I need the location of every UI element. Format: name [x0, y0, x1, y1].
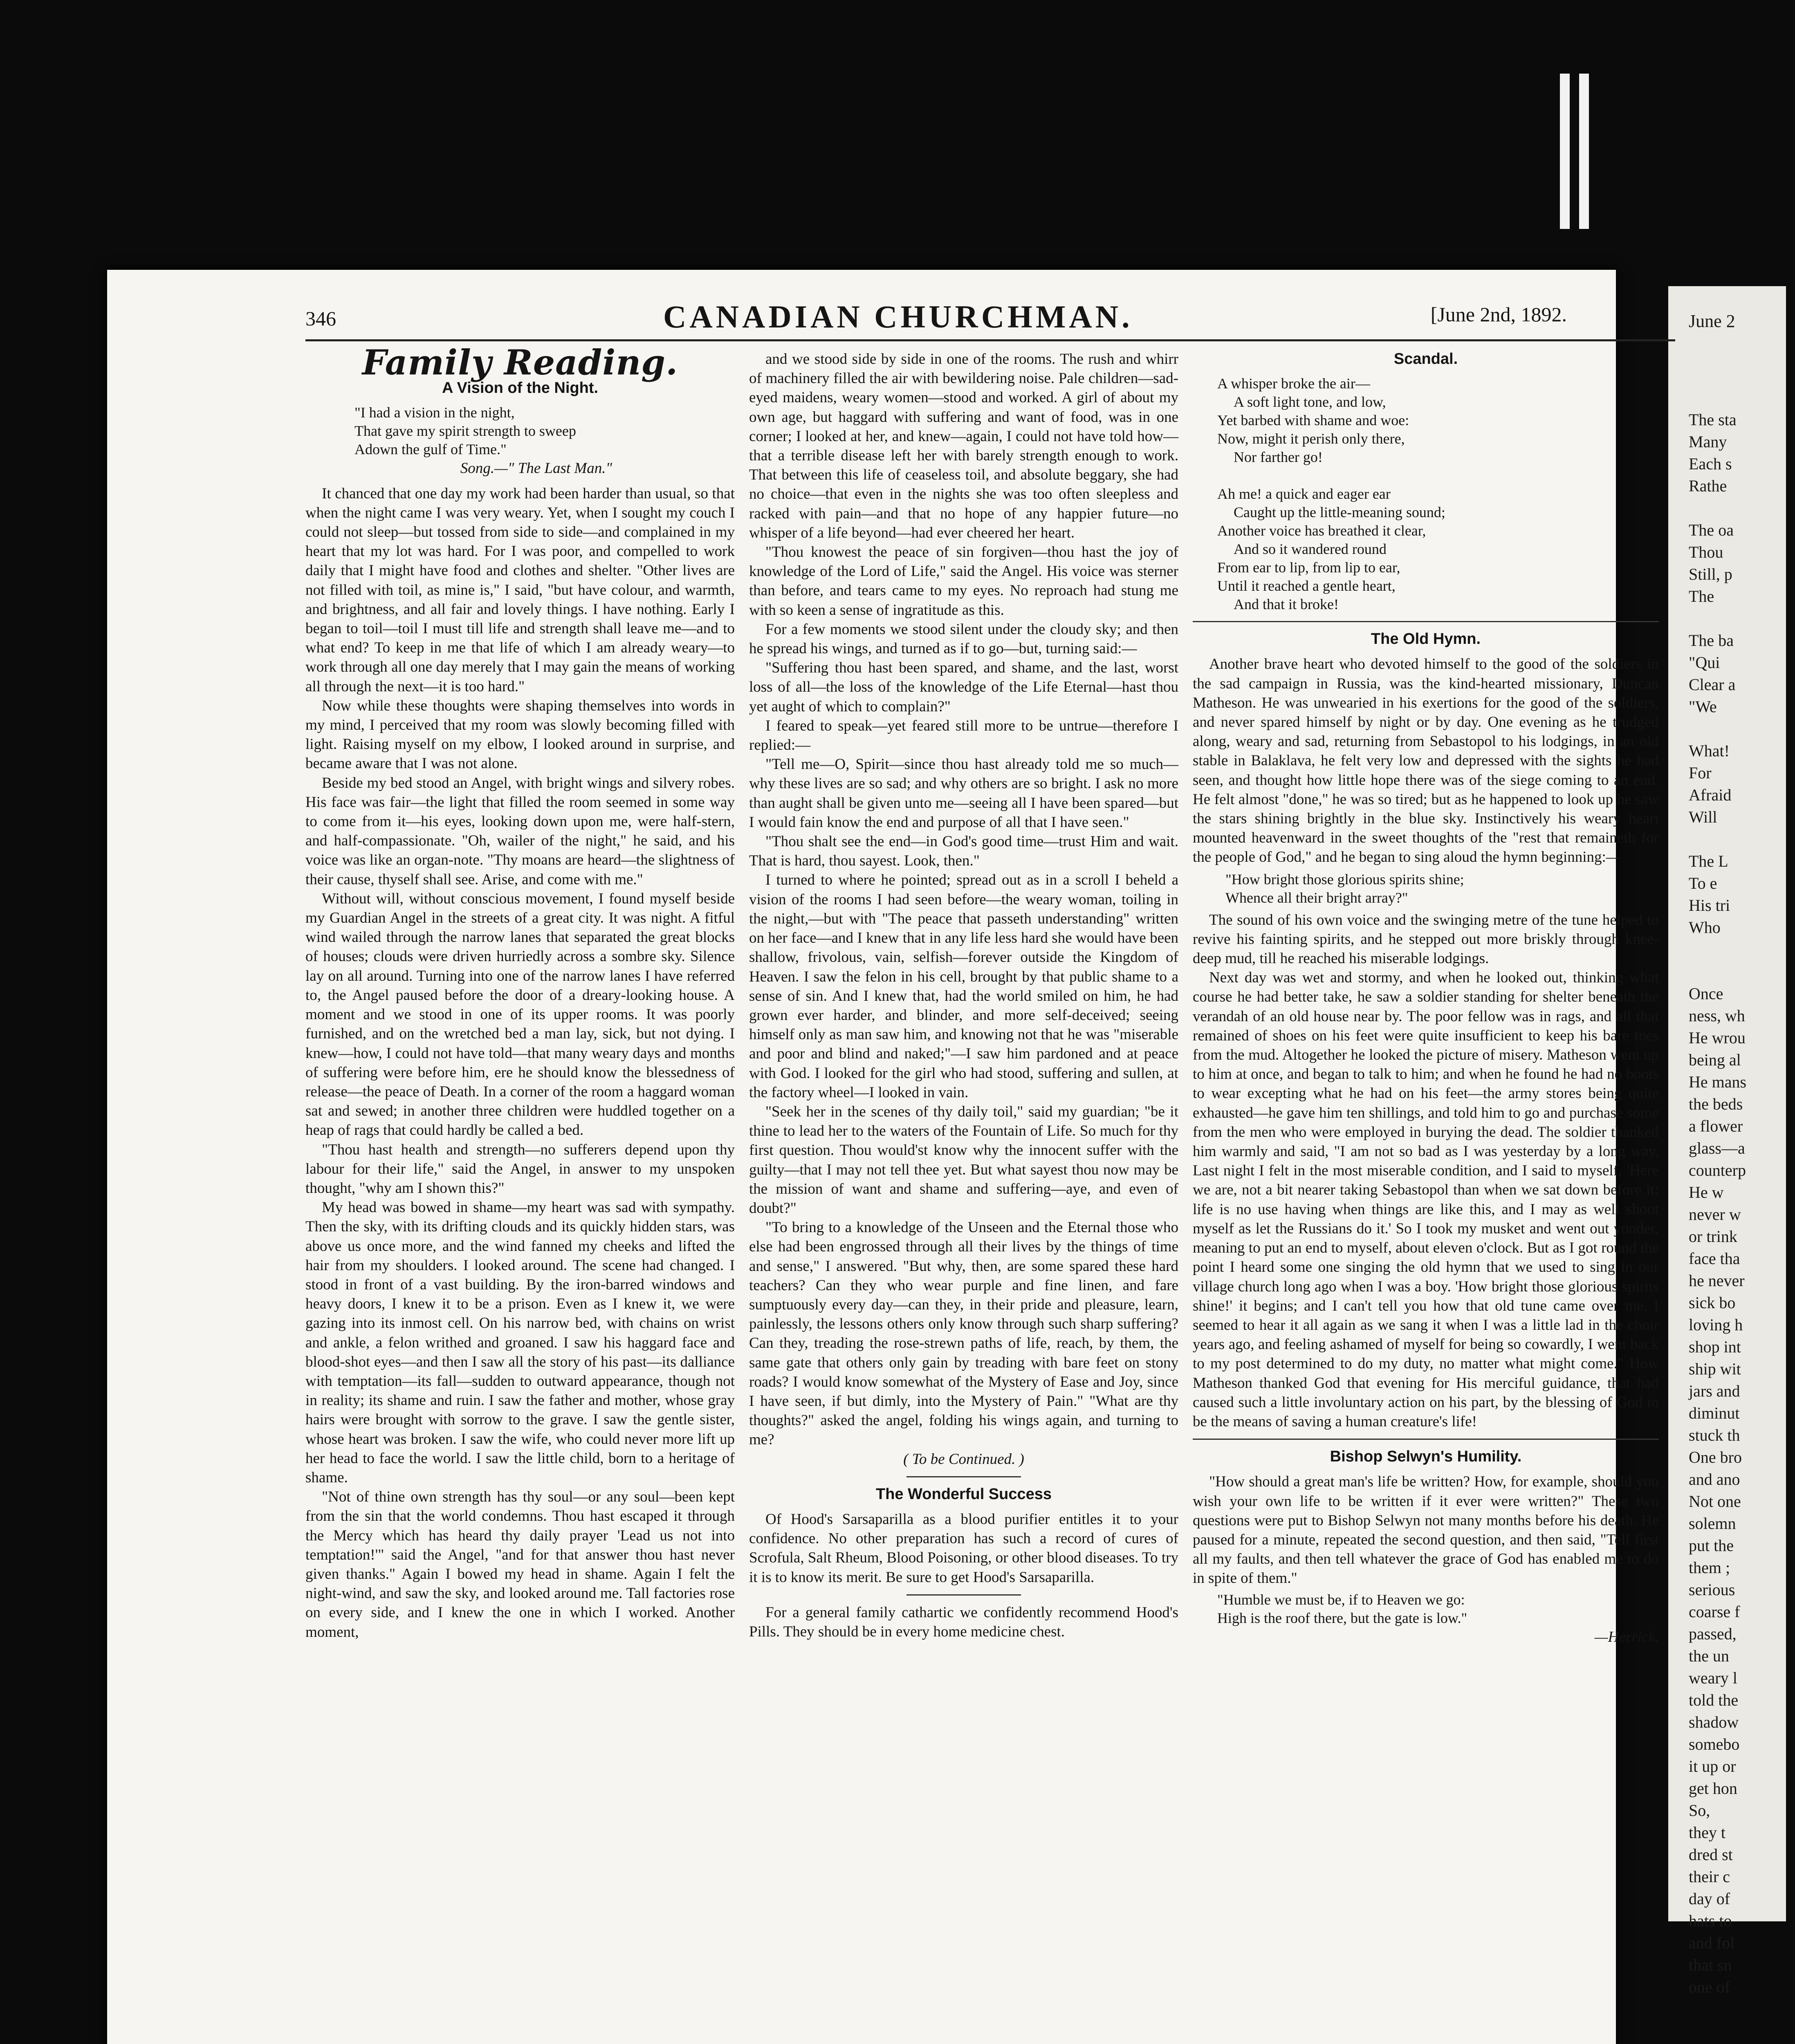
poem	[1193, 374, 1659, 614]
facing-page-lines	[1689, 409, 1795, 1998]
facing-page-line	[1689, 718, 1795, 740]
facing-page-line: told the	[1689, 1691, 1739, 1709]
facing-page-line: somebo	[1689, 1735, 1740, 1753]
advert-body: Of Hood's Sarsaparilla as a blood purifier entitles it to your confidence. No other preparation has such a record of cures of Scrofula, Salt Rheum, Blood Poisoning, or other blood diseases. To try it is to know its merit. Be sure to get Hood's Sarsaparilla.	[749, 1511, 1178, 1586]
facing-page-fragment	[1668, 286, 1786, 1996]
facing-page-line: and ano	[1689, 1470, 1740, 1488]
facing-page-line: Rathe	[1689, 477, 1727, 495]
facing-page-line	[1689, 828, 1795, 850]
facing-page-line: he never	[1689, 1271, 1745, 1290]
paragraph: Beside my bed stood an Angel, with bright wings and silvery robes. His face was fair—the light that filled the room seemed in some way to come from it—his eyes, looking down upon me, were half-stern, and half-compassionate. "Oh, wailer of the night," he said, and his voice was like an organ-note. "Thy moans are heard—the slightness of their cause, thyself shall see. Arise, and come with me."	[305, 774, 735, 888]
facing-page-line: The sta	[1689, 410, 1737, 429]
facing-page-line	[1689, 497, 1795, 519]
facing-page-line: The ba	[1689, 631, 1734, 650]
facing-page-line: passed,	[1689, 1625, 1737, 1643]
poem-line: From ear to lip, from lip to ear,	[1217, 559, 1400, 576]
poem-line	[1217, 466, 1659, 485]
facing-page-line: diminut	[1689, 1404, 1740, 1422]
poem-line: A soft light tone, and low,	[1234, 394, 1386, 410]
facing-page-line: He wrou	[1689, 1029, 1746, 1047]
facing-page-line: He w	[1689, 1183, 1724, 1201]
column-2	[749, 350, 1178, 1641]
header-rule	[305, 339, 1675, 341]
facing-page-line: So,	[1689, 1801, 1710, 1820]
divider	[1193, 1439, 1659, 1440]
paragraph: "Tell me—O, Spirit—since thou hast already told me so much—why these lives are so sad; and why others are so bright. I ask no more than aught shall be given unto me—seeing all I have been spared—but I would fain know the end and purpose of all that I have seen."	[749, 756, 1178, 831]
facing-page-line: hats to	[1689, 1912, 1732, 1930]
page-number: 346	[305, 307, 336, 330]
facing-page-line: face tha	[1689, 1249, 1740, 1268]
divider	[906, 1594, 1021, 1596]
facing-page-line: shadow	[1689, 1713, 1739, 1731]
facing-page-line: counterp	[1689, 1161, 1746, 1179]
facing-page-line: and fol	[1689, 1934, 1735, 1952]
facing-page-line: The oa	[1689, 521, 1734, 539]
facing-page-line: What!	[1689, 742, 1730, 760]
epigraph-source: Song.—" The Last Man."	[460, 460, 612, 477]
closing-quote	[1193, 1591, 1659, 1627]
poem-title: Scandal.	[1393, 350, 1458, 368]
article-body-continued	[749, 350, 1178, 1450]
facing-page-line: never w	[1689, 1205, 1741, 1224]
facing-page-line: The	[1689, 587, 1714, 605]
advert-title: The Wonderful Success	[875, 1485, 1052, 1503]
facing-page-line: serious	[1689, 1580, 1735, 1599]
paragraph: Now while these thoughts were shaping themselves into words in my mind, I perceived that my room was slowly becoming filled with light. Raising myself on my elbow, I looked around in surprise, and became aware that I was not alone.	[305, 697, 735, 772]
epigraph-line: Adown the gulf of Time."	[355, 441, 507, 458]
facing-page-line: solemn	[1689, 1514, 1736, 1533]
facing-page-line: ness, wh	[1689, 1006, 1745, 1025]
epigraph-line: "I had a vision in the night,	[355, 404, 515, 421]
facing-page-line: Not one	[1689, 1492, 1741, 1511]
facing-page-line: He mans	[1689, 1073, 1747, 1091]
facing-page-line: "We	[1689, 697, 1717, 716]
closing-attribution: —Herrick.	[1594, 1628, 1659, 1645]
epigraph	[305, 403, 735, 459]
newspaper-page	[107, 270, 1659, 2044]
paragraph: "Thou hast health and strength—no sufferers depend upon thy labour for their life," said the Angel, in answer to my unspoken thought, "why am I shown this?"	[305, 1141, 735, 1197]
masthead: CANADIAN CHURCHMAN.	[663, 299, 1133, 334]
facing-page-line	[1689, 939, 1795, 961]
poem-line: Another voice has breathed it clear,	[1217, 522, 1426, 539]
facing-page-line: loving h	[1689, 1316, 1743, 1334]
facing-page-line: Once	[1689, 984, 1723, 1003]
paragraph: It chanced that one day my work had been harder than usual, so that when the night came I was very weary. Yet, when I sought my couch I could not sleep—but tossed from side to side—and complained in my heart that my lot was hard. For I was poor, and compelled to work daily that I might have food and clothes and shelter. "Other lives are not filled with toil, as mine is," I said, "but have colour, and warmth, and brightness, and all fair and lovely things. I have nothing. Early I began to toil—toil I must till life and strength shall leave me—and to what end? To keep in me that life of which I am already weary—to work through all one day merely that I may gain the means of working all through the next—it is too hard."	[305, 485, 735, 695]
facing-page-line: they t	[1689, 1823, 1725, 1842]
paragraph: "To bring to a knowledge of the Unseen and the Eternal those who else had been engrossed through all their lives by the things of time and sense," I answered. "But why, then, are some spared these hard teachers? Can they who wear purple and fine linen, and fare sumptuously every day—can they, in their pride and pleasure, learn, painlessly, the lessons others only know through such sharp suffering? Can they, treading the rose-strewn paths of life, reach, by them, the same gate that others only gain by treading with bare feet on stony roads? I would know somewhat of the Mystery of Ease and Joy, since I have seen, if but dimly, into the Mystery of Pain." "What are thy thoughts?" asked the angel, folding his wings again, and turning to me?	[749, 1219, 1178, 1448]
facing-page-line: their c	[1689, 1867, 1730, 1886]
facing-page-line: shop int	[1689, 1338, 1741, 1356]
facing-page-line: Who	[1689, 918, 1721, 937]
hymn-title: The Old Hymn.	[1371, 630, 1481, 648]
paragraph: Next day was wet and stormy, and when he looked out, thinking what course he had better take, he saw a soldier standing for shelter beneath the verandah of an old house near by. The poor fellow was in rags, and all that remained of shoes on his feet were quite insufficient to keep his bare toes from the mud. Altogether he looked the picture of misery. Matheson went up to him at once, and began to talk to him; and when he found he had no boots to wear excepting what he had on his feet—the army stores being quite exhausted—he gave him ten shillings, and told him to go and purchase some from the men who were employed in burying the dead. The soldier thanked him warmly and said, "I am not so bad as I was yesterday by a long way. Last night I felt in the most miserable condition, and I said to myself, 'Here we are, not a bit nearer taking Sebastopol than when we sat down before it; life is no use having when things are like this, and I may as well shoot myself as let the Russians do it.' So I took my musket and went out yonder, meaning to put an end to myself, about eleven o'clock. But as I got round the point I heard some one singing the old hymn that we used to sing in our village church long ago when I was a boy. 'How bright those glorious spirits shine!' it begins; and I can't tell you how that old tune came over me. I seemed to hear it all again as we sang it when I was a little lad in the choir years ago, and feeling ashamed of myself for being so cowardly, I went back to my post determined to do my duty, no matter what might come." How Matheson thanked God that evening for His merciful guidance, that had caused such a little involuntary action on his part, by the blessing of God to be the means of saving a human creature's life!	[1193, 969, 1659, 1430]
paragraph: "Suffering thou hast been spared, and shame, and the last, worst loss of all—the loss of the knowledge of the Life Eternal—hast thou yet aught of which to complain?"	[749, 659, 1178, 715]
facing-page-line: a flower	[1689, 1117, 1743, 1135]
quote-line: "Humble we must be, if to Heaven we go:	[1217, 1591, 1465, 1608]
facing-page-line: Clear a	[1689, 675, 1736, 694]
facing-page-line: being al	[1689, 1051, 1741, 1069]
facing-page-line: For	[1689, 764, 1712, 782]
paragraph: I turned to where he pointed; spread out as in a scroll I beheld a vision of the rooms I had seen before—the weary woman, toiling in the night,—but with "The peace that passeth understanding" written on her face—and I knew that in any life less hard she would have been shallow, frivolous, vain, selfish—forever outside the Kingdom of Heaven. I saw the felon in his cell, brought by that public shame to a sense of sin. And I knew that, had the world smiled on him, he had grown ever harder, and blinder, and more self-deceived; seeing himself only as man saw him, and knowing not that he was "miserable and poor and blind and naked;"—I saw him pardoned and at peace with God. I looked for the girl who had stood, suffering and sullen, at the factory wheel—I looked in vain.	[749, 872, 1178, 1101]
facing-page-line: Afraid	[1689, 786, 1732, 804]
binding-mark	[1579, 74, 1589, 229]
paragraph: The sound of his own voice and the swinging metre of the tune helped to revive his fainting spirits, and he stepped out more briskly through knee-deep mud, till he reached his miserable lodgings.	[1193, 911, 1659, 967]
quote-line: High is the roof there, but the gate is low."	[1217, 1609, 1467, 1626]
column-3	[1193, 350, 1659, 1647]
paragraph: I feared to speak—yet feared still more to be untrue—therefore I replied:—	[749, 717, 1178, 754]
facing-page-line: jars and	[1689, 1382, 1740, 1400]
paragraph: and we stood side by side in one of the rooms. The rush and whirr of machinery filled the air with bewildering noise. Pale children—sad-eyed maidens, weary women—stood and worked. A girl of about my own age, but haggard with suffering and want of food, was in one corner; I looked at her, and knew—again, I could not have told how—that a terrible disease left her with barely strength enough to work. That between this life of ceaseless toil, and absolute beggary, she had no choice—that even in the nights she was too often sleepless and racked with pain—and that no hope of any happier future—no whisper of a life beyond—had ever cheered her heart.	[749, 351, 1178, 541]
poem-line: Until it reached a gentle heart,	[1217, 578, 1396, 594]
hymn-quote	[1193, 870, 1659, 907]
poem-line: Nor farther go!	[1234, 449, 1323, 466]
column-1	[305, 342, 735, 1642]
hymn-body	[1193, 910, 1659, 1431]
facing-page-line: or trink	[1689, 1227, 1737, 1246]
divider	[1193, 621, 1659, 622]
continued-note: ( To be Continued. )	[903, 1450, 1024, 1468]
paragraph: "Thou knowest the peace of sin forgiven—thou hast the joy of knowledge of the Lord of Life," said the Angel. His voice was sterner than before, and tears came to my eyes. No reproach had stung me with so keen a sense of ingratitude as this.	[749, 544, 1178, 619]
divider	[906, 1476, 1021, 1477]
facing-page-line	[1689, 607, 1795, 630]
poem-line: A whisper broke the air—	[1217, 375, 1370, 392]
facing-page-line: stuck th	[1689, 1426, 1740, 1444]
facing-page-line	[1689, 961, 1795, 983]
article-title: A Vision of the Night.	[442, 379, 599, 397]
facing-page-line: weary l	[1689, 1669, 1737, 1687]
facing-page-line: put the	[1689, 1536, 1734, 1555]
paragraph: "Thou shalt see the end—in God's good time—trust Him and wait. That is hard, thou sayest. Look, then."	[749, 833, 1178, 870]
facing-page-header: June 2	[1689, 311, 1735, 331]
facing-page-line: One bro	[1689, 1448, 1742, 1466]
facing-page-line: it up or	[1689, 1757, 1736, 1775]
facing-page-line: the beds	[1689, 1095, 1743, 1113]
paragraph: Without will, without conscious movement, I found myself beside my Guardian Angel in the streets of a great city. It was night. A fitful wind wailed through the narrow lanes that separated the great blocks of houses; clouds were driven hurriedly across a sombre sky. Silence lay on all around. Turning into one of the narrow lanes I have referred to, the Angel paused before the door of a dreary-looking house. A moment and we stood in one of its upper rooms. It was poorly furnished, and on the wretched bed a man lay, sick, but not dying. I knew—how, I could not have told—that many weary days and months of suffering were before him, ere he should know the blessedness of release—the peace of Death. In a corner of the room a haggard woman sat and sewed; in another three children were huddled together on a heap of rags that could hardly be called a bed.	[305, 890, 735, 1139]
section-title: Family Reading.	[362, 342, 678, 383]
binding-mark	[1560, 74, 1570, 229]
facing-page-line: them ;	[1689, 1558, 1730, 1577]
facing-page-line: The L	[1689, 852, 1728, 870]
poem-line: Yet barbed with shame and woe:	[1217, 412, 1409, 429]
selwyn-title: Bishop Selwyn's Humility.	[1330, 1448, 1522, 1466]
facing-page-line: get hon	[1689, 1779, 1737, 1797]
facing-page-line: Each s	[1689, 455, 1732, 473]
facing-page-line: sick bo	[1689, 1293, 1736, 1312]
facing-page-line: Many	[1689, 433, 1727, 451]
poem-line: Caught up the little-meaning sound;	[1234, 504, 1445, 521]
paragraph: For a few moments we stood silent under the cloudy sky; and then he spread his wings, and turned as if to go—but, turning said:—	[749, 621, 1178, 657]
issue-date: [June 2nd, 1892.	[1430, 303, 1567, 326]
facing-page-line: coarse f	[1689, 1602, 1740, 1621]
quote-line: Whence all their bright array?"	[1225, 889, 1408, 906]
facing-page-line: Still, p	[1689, 565, 1732, 583]
facing-page-line: that sn	[1689, 1956, 1732, 1974]
poem-line: Now, might it perish only there,	[1217, 430, 1405, 447]
paragraph: "Not of thine own strength has thy soul—or any soul—been kept from the sin that the world condemns. Thou hast escaped it through the Mercy which has heard thy daily prayer 'Lead us not into temptation!'" said the Angel, "and for that answer thou hast never given thanks." Again I bowed my head in shame. Again I felt the night-wind, and saw the sky, and looked around me. Tall factories rose on every side, and I knew the one in which I worked. Another moment,	[305, 1488, 735, 1641]
facing-page-line: "Qui	[1689, 653, 1720, 672]
facing-page-line: glass—a	[1689, 1139, 1745, 1157]
facing-page-line: ship wit	[1689, 1360, 1741, 1378]
advert-body-2: For a general family cathartic we confidently recommend Hood's Pills. They should be in every home medicine chest.	[749, 1604, 1178, 1640]
facing-page-line: dred st	[1689, 1845, 1733, 1864]
quote-line: "How bright those glorious spirits shine;	[1225, 871, 1464, 888]
hymn-paragraph: Another brave heart who devoted himself to the good of the soldiers in the sad campaign in Russia, was the kind-hearted missionary, Duncan Matheson. He was unwearied in his exertions for the good of the soldiers, and never spared himself by night or by day. One evening as he trudged along, weary and sad, returning from Sebastopol to his lodgings, in an old stable in Balaklava, he felt very low and depressed with the sights he had seen, and thought how little hope there was of the siege coming to an end. He felt almost "done," he was so tired; but as he happened to look up he saw the stars shining brightly in the blue sky. Instinctively his weary heart mounted heavenward in the sweet thoughts of the "rest that remaineth for the people of God," and he began to sing aloud the hymn beginning:—	[1193, 656, 1659, 866]
poem-line: Ah me! a quick and eager ear	[1217, 486, 1391, 502]
facing-page-line: day of	[1689, 1889, 1730, 1908]
paragraph: My head was bowed in shame—my heart was sad with sympathy. Then the sky, with its drifting clouds and its quickly hidden stars, was above us once more, and the wind fanned my cheeks and lifted the hair from my shoulders. I looked around. The scene had changed. I stood in front of a vast building. By the iron-barred windows and heavy doors, I knew it to be a prison. Even as I knew it, we were gazing into its inmost cell. On his narrow bed, with chains on wrist and ankle, a felon writhed and groaned. I saw his haggard face and blood-shot eyes—and then I saw all the story of his past—its dalliance with temptation—its fall—sudden to outward appearance, though not in reality; its shame and ruin. I saw the father and mother, whose gray hairs were brought with sorrow to the grave. I saw the gentle sister, whose heart was broken. I saw the wife, who could never more lift up her head to face the world. I saw the little child, born to a heritage of shame.	[305, 1199, 735, 1486]
facing-page-line: To e	[1689, 874, 1717, 892]
selwyn-paragraph: "How should a great man's life be written? How, for example, should you wish your own life to be written if it ever were written?" These two questions were put to Bishop Selwyn not many months before his death. He paused for a minute, repeated the second question, and then said, "Tell first all my faults, and then tell whatever the grace of God has enabled me to do in spite of them."	[1193, 1473, 1659, 1587]
epigraph-line: That gave my spirit strength to sweep	[355, 423, 576, 439]
article-body	[305, 484, 735, 1642]
paragraph: "Seek her in the scenes of thy daily toil," said my guardian; "be it thine to lead her to the waters of the Fountain of Life. So much for thy first question. Thou would'st know why the innocent suffer with the guilty—that I may not tell thee yet. But what sayest thou now may be the mission of want and shame and suffering—aye, and even of doubt?"	[749, 1103, 1178, 1217]
facing-page-line: Will	[1689, 808, 1717, 826]
poem-line: And so it wandered round	[1234, 541, 1387, 558]
poem-line: And that it broke!	[1234, 596, 1339, 613]
facing-page-line: Thou	[1689, 543, 1723, 561]
facing-page-line: one of	[1689, 1978, 1730, 1996]
facing-page-line: His tri	[1689, 896, 1730, 914]
facing-page-line: the un	[1689, 1647, 1729, 1665]
